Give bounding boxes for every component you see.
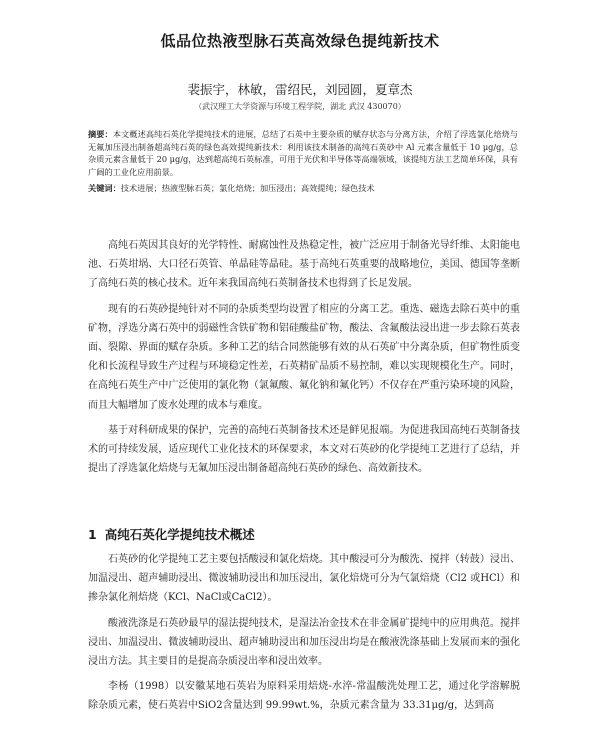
keywords	[88, 183, 518, 194]
keywords-label: 关键词：	[88, 183, 121, 193]
body-paragraph: 现有的石英砂提纯针对不同的杂质类型均设置了相应的分离工艺。重选、磁选去除石英中的重矿物，浮选分离石英中的弱磁性含铁矿物和铝硅酸盐矿物，酸法、含氟酸法浸出进一步去除石英表面、裂隙、界面的赋存杂质。多种工艺的结合同然能够有效的从石英矿中分离杂质，但矿物性质变化和长流程导致生产过程与环境稳定性差，石英精矿品质不易控制，难以实现规模化生产。同时，在高纯石英生产中广泛使用的氯化物（氯氟酸、氟化钠和氟化钙）不仅存在严重污染环境的风险，而且大幅增加了废水处理的成本与难度。	[88, 303, 520, 411]
abstract-text: 本文概述高纯石英化学提纯技术的进展，总结了石英中主要杂质的赋存状态与分离方法，介绍了浮选氯化焙烧与无氟加压浸出制备超高纯石英的绿色高效提纯新技术：利用该技术制备的高纯石英砂中 Al 元素含量低于 10 μg/g，总杂质元素含量低于 20 μg/g，达到超高纯石英标准，可用于光伏和半导体等高端领域，该提纯方法工艺简单环保，具有广阔的工业化应用前景。	[88, 129, 518, 177]
body-paragraph: 高纯石英因其良好的光学特性、耐腐蚀性及热稳定性，被广泛应用于制备光导纤维、太阳能电池、石英坩埚、大口径石英管、单晶硅等晶硅。基于高纯石英重要的战略地位，美国、德国等垄断了高纯石英的核心技术。近年来我国高纯石英制备技术也得到了长足发展。	[88, 240, 520, 290]
affiliation: （武汉理工大学资源与环境工程学院，湖北 武汉 430070）	[194, 102, 406, 111]
paper-title: 低品位热液型脉石英高效绿色提纯新技术	[160, 32, 440, 50]
section-title: 高纯石英化学提纯技术概述	[104, 527, 255, 542]
keywords-text: 技术进展；热液型脉石英；氯化焙烧；加压浸出；高效提纯；绿色技术	[120, 183, 375, 193]
section-number: 1	[88, 527, 97, 542]
abstract	[88, 128, 518, 178]
intro-body	[88, 236, 520, 478]
abstract-label: 摘要：	[88, 129, 113, 139]
body-paragraph: 基于对科研成果的保护，完善的高纯石英制备技术还是鲜见报端。为促进我国高纯石英制备技术的可持续发展，适应现代工业化技术的环保要求，本文对石英砂的化学提纯工艺进行了总结，并提出了浮选氯化焙烧与无氟加压浸出制备超高纯石英砂的绿色、高效新技术。	[88, 424, 520, 475]
body-paragraph: 石英砂的化学提纯工艺主要包括酸浸和氯化焙烧。其中酸浸可分为酸洗、搅拌（转鼓）浸出、加温浸出、超声辅助浸出、微波辅助浸出和加压浸出，氯化焙烧可分为气氯焙烧（Cl2 或HCl）和掺杂氯化剂焙烧（KCl、NaCl或CaCl2）。	[88, 554, 520, 604]
section-body	[88, 550, 520, 716]
section-heading	[88, 525, 520, 543]
body-paragraph: 酸液洗涤是石英砂最早的湿法提纯技术，是湿法冶金技术在非金属矿提纯中的应用典范。搅拌浸出、加温浸出、微波辅助浸出、超声辅助浸出和加压浸出均是在酸液洗涤基础上发展而来的强化浸出方法。其主要目的是提高杂质浸出率和浸出效率。	[88, 617, 520, 668]
author-list: 裴振宇，林敏，雷绍民，刘园圆，夏章杰	[187, 82, 413, 97]
body-paragraph: 李杨（1998）以安徽某地石英岩为原料采用焙烧-水淬-常温酸洗处理工艺，通过化学溶解脱除杂质元素，使石英岩中SiO2含量达到 99.99wt.%，杂质元素含量为 33.31μg/g，达到高	[88, 681, 520, 712]
